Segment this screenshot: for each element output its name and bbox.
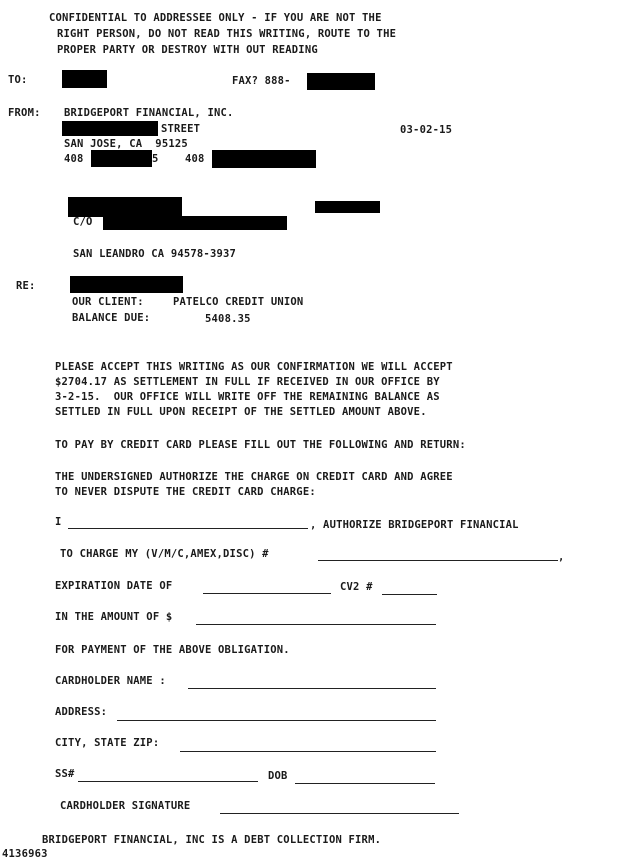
redacted-phone-1 [91, 150, 152, 167]
recipient-city: SAN LEANDRO CA 94578-3937 [73, 248, 237, 260]
card-number-label: TO CHARGE MY (V/M/C,AMEX,DISC) # [60, 548, 269, 560]
city-state-zip-field[interactable] [180, 751, 436, 752]
letter-date: 03-02-15 [400, 124, 453, 136]
balance-label: BALANCE DUE: [72, 312, 151, 324]
payment-text: FOR PAYMENT OF THE ABOVE OBLIGATION. [55, 644, 290, 656]
redacted-recipient-name [62, 70, 107, 88]
redacted-reference [315, 201, 380, 213]
cardholder-name-field[interactable] [188, 688, 436, 689]
card-number-end: , [558, 551, 565, 563]
balance-value: 5408.35 [205, 313, 251, 325]
care-of-label: C/O [73, 216, 93, 228]
redacted-addressee-name [68, 197, 182, 217]
debt-collector-disclaimer: BRIDGEPORT FINANCIAL, INC IS A DEBT COLLECTION FIRM. [42, 834, 382, 846]
sender-fax-prefix: 408 [185, 153, 205, 165]
address-label: ADDRESS: [55, 706, 108, 718]
city-state-zip-label: CITY, STATE ZIP: [55, 737, 160, 749]
from-label: FROM: [8, 107, 41, 119]
settlement-paragraph-line-3: 3-2-15. OUR OFFICE WILL WRITE OFF THE REMAINING BALANCE AS [55, 391, 440, 403]
sender-company: BRIDGEPORT FINANCIAL, INC. [64, 107, 234, 119]
authorizer-name-field[interactable] [68, 528, 308, 529]
cardholder-name-label: CARDHOLDER NAME : [55, 675, 166, 687]
confidential-notice-line-3: PROPER PARTY OR DESTROY WITH OUT READING [57, 44, 318, 56]
amount-label: IN THE AMOUNT OF $ [55, 611, 173, 623]
expiration-date-field[interactable] [203, 593, 331, 594]
redacted-account [70, 276, 183, 293]
cv2-label: CV2 # [340, 581, 373, 593]
redacted-phone-2 [212, 150, 316, 168]
dob-field[interactable] [295, 783, 435, 784]
settlement-paragraph-line-4: SETTLED IN FULL UPON RECEIPT OF THE SETTLED AMOUNT ABOVE. [55, 406, 427, 418]
ssn-field[interactable] [78, 781, 258, 782]
signature-label: CARDHOLDER SIGNATURE [60, 800, 191, 812]
amount-field[interactable] [196, 624, 436, 625]
sender-phone-prefix: 408 [64, 153, 84, 165]
expiration-label: EXPIRATION DATE OF [55, 580, 173, 592]
redacted-care-of-address [103, 216, 287, 230]
authorization-paragraph-line-2: TO NEVER DISPUTE THE CREDIT CARD CHARGE: [55, 486, 316, 498]
signature-field[interactable] [220, 813, 459, 814]
settlement-paragraph-line-2: $2704.17 AS SETTLEMENT IN FULL IF RECEIVED IN OUR OFFICE BY [55, 376, 440, 388]
client-label: OUR CLIENT: [72, 296, 144, 308]
card-number-field[interactable] [318, 560, 558, 561]
sender-phone-suffix: 5 [152, 153, 159, 165]
i-label: I [55, 516, 62, 528]
to-label: TO: [8, 74, 28, 86]
re-label: RE: [16, 280, 36, 292]
cv2-field[interactable] [382, 594, 437, 595]
redacted-fax-number [307, 73, 375, 90]
fax-label: FAX? 888- [232, 75, 291, 87]
confidential-notice-line-2: RIGHT PERSON, DO NOT READ THIS WRITING, ROUTE TO THE [57, 28, 397, 40]
document-id: 4136963 [2, 848, 48, 860]
authorize-label: , AUTHORIZE BRIDGEPORT FINANCIAL [310, 519, 519, 531]
sender-city: SAN JOSE, CA 95125 [64, 138, 188, 150]
redacted-street-number [62, 121, 158, 136]
settlement-paragraph-line-1: PLEASE ACCEPT THIS WRITING AS OUR CONFIRMATION WE WILL ACCEPT [55, 361, 453, 373]
credit-card-instructions: TO PAY BY CREDIT CARD PLEASE FILL OUT THE FOLLOWING AND RETURN: [55, 439, 466, 451]
address-field[interactable] [117, 720, 436, 721]
ssn-label: SS# [55, 768, 75, 780]
sender-street: STREET [161, 123, 201, 135]
authorization-paragraph-line-1: THE UNDERSIGNED AUTHORIZE THE CHARGE ON CREDIT CARD AND AGREE [55, 471, 453, 483]
client-value: PATELCO CREDIT UNION [173, 296, 304, 308]
dob-label: DOB [268, 770, 288, 782]
confidential-notice-line-1: CONFIDENTIAL TO ADDRESSEE ONLY - IF YOU ARE NOT THE [49, 12, 382, 24]
